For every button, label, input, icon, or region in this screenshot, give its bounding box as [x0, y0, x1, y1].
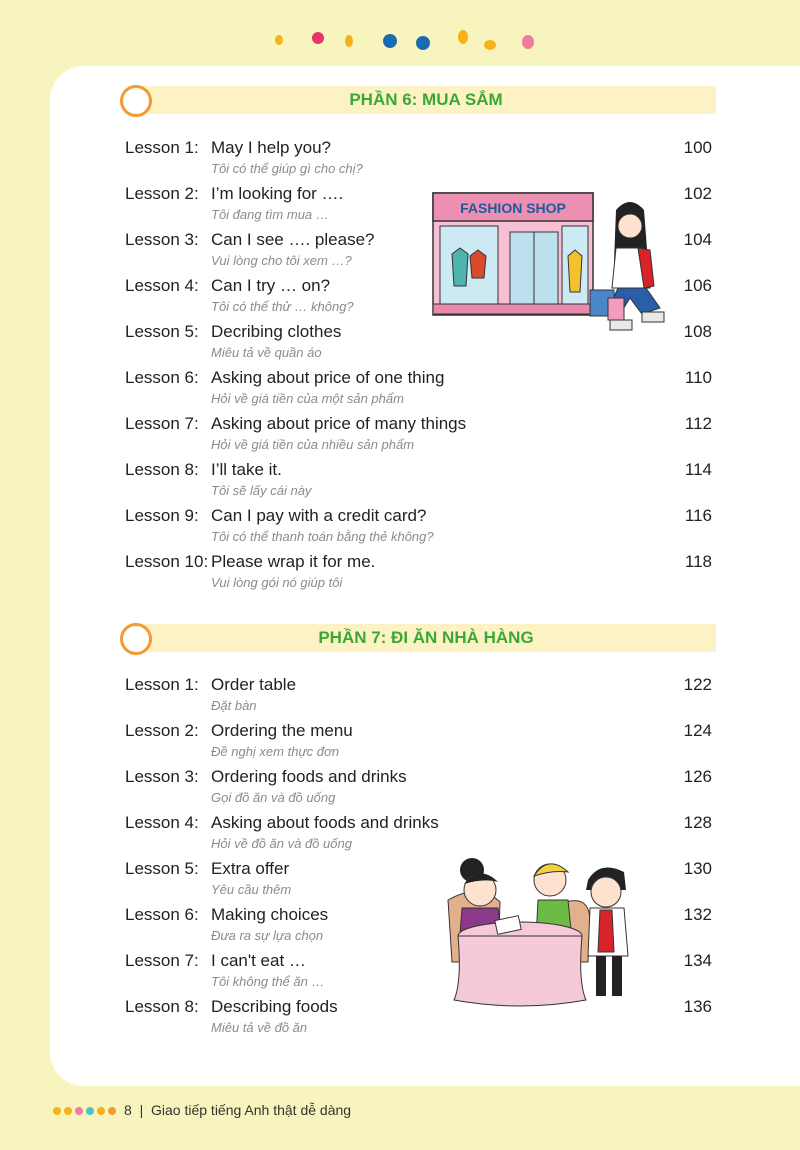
lesson-title: Order table — [211, 675, 297, 694]
lesson-translation: Hỏi về đồ ăn và đồ uống — [211, 836, 352, 851]
lesson-number: Lesson 6: — [125, 905, 199, 924]
section-title: PHẦN 6: MUA SẮM — [349, 90, 503, 109]
fashion-shop-illustration — [430, 190, 670, 342]
lesson-page: 118 — [684, 552, 712, 571]
lesson-page: 130 — [683, 859, 712, 878]
lesson-page: 102 — [683, 184, 712, 203]
lesson-number: Lesson 7: — [125, 951, 199, 970]
lesson-number: Lesson 8: — [125, 997, 199, 1016]
lesson-item[interactable] — [0, 996, 800, 1042]
lesson-number: Lesson 5: — [125, 859, 199, 878]
footer-dots-icon — [52, 1105, 122, 1117]
restaurant-illustration — [440, 852, 650, 1012]
lesson-number: Lesson 2: — [125, 721, 199, 740]
lesson-translation: Đề nghị xem thực đơn — [211, 744, 340, 759]
lesson-translation: Tôi có thể thanh toán bằng thẻ không? — [211, 529, 434, 544]
lesson-title: Making choices — [211, 905, 329, 924]
lesson-item[interactable] — [0, 720, 800, 766]
lesson-page: 116 — [684, 506, 712, 525]
lesson-item[interactable] — [0, 137, 800, 183]
lesson-translation: Hỏi về giá tiền của một sản phẩm — [211, 391, 404, 406]
lesson-title: Ordering foods and drinks — [211, 767, 407, 786]
section-header-6 — [120, 85, 716, 115]
lesson-translation: Vui lòng gói nó giúp tôi — [211, 575, 343, 590]
lesson-item[interactable] — [0, 413, 800, 459]
lesson-page: 106 — [683, 276, 712, 295]
lesson-item[interactable] — [0, 904, 800, 950]
lesson-title: Asking about price of many things — [211, 414, 467, 433]
lesson-page: 128 — [683, 813, 712, 832]
lesson-translation: Miêu tả về đồ ăn — [211, 1020, 308, 1035]
lesson-title: I’m looking for …. — [211, 184, 344, 203]
lesson-title: I can't eat … — [211, 951, 306, 970]
shop-sign-text: FASHION SHOP — [460, 200, 566, 216]
section-header-7 — [120, 623, 716, 653]
lesson-number: Lesson 2: — [125, 184, 199, 203]
lesson-title: Can I see …. please? — [211, 230, 375, 249]
section-title: PHẦN 7: ĐI ĂN NHÀ HÀNG — [318, 628, 534, 647]
lesson-title: Asking about price of one thing — [211, 368, 445, 387]
lesson-page: 134 — [683, 951, 712, 970]
lesson-translation: Vui lòng cho tôi xem …? — [211, 253, 352, 268]
lesson-page: 136 — [683, 997, 712, 1016]
lesson-number: Lesson 3: — [125, 767, 199, 786]
lesson-page: 110 — [684, 368, 712, 387]
lesson-translation: Tôi đang tìm mua … — [211, 207, 329, 222]
lesson-item[interactable] — [0, 674, 800, 720]
lesson-title: Ordering the menu — [211, 721, 353, 740]
lesson-number: Lesson 9: — [125, 506, 199, 525]
lesson-number: Lesson 3: — [125, 230, 199, 249]
footer-book-title: Giao tiếp tiếng Anh thật dễ dàng — [151, 1102, 352, 1118]
lesson-translation: Yêu cầu thêm — [211, 882, 292, 897]
lesson-page: 124 — [683, 721, 712, 740]
lesson-number: Lesson 4: — [125, 276, 199, 295]
lesson-number: Lesson 1: — [125, 138, 199, 157]
lesson-item[interactable] — [0, 459, 800, 505]
lesson-title: Can I pay with a credit card? — [211, 506, 427, 525]
lesson-number: Lesson 4: — [125, 813, 199, 832]
lesson-title: Asking about foods and drinks — [211, 813, 439, 832]
lesson-translation: Miêu tả về quần áo — [211, 345, 322, 360]
lesson-page: 114 — [684, 460, 712, 479]
footer-separator: | — [139, 1102, 144, 1118]
lesson-translation: Đưa ra sự lựa chọn — [211, 928, 324, 943]
lesson-item[interactable] — [0, 766, 800, 812]
lesson-item[interactable] — [0, 812, 800, 858]
lesson-page: 122 — [683, 675, 712, 694]
lesson-page: 100 — [683, 138, 712, 157]
lesson-title: Describing foods — [211, 997, 338, 1016]
lesson-page: 132 — [683, 905, 712, 924]
lesson-title: Please wrap it for me. — [211, 552, 376, 571]
footer-page-number: 8 — [124, 1102, 132, 1118]
lesson-item[interactable] — [0, 950, 800, 996]
lesson-title: May I help you? — [211, 138, 332, 157]
decorative-dots — [0, 0, 800, 60]
lesson-item[interactable] — [0, 551, 800, 597]
lesson-item[interactable] — [0, 367, 800, 413]
lesson-translation: Tôi có thể giúp gì cho chị? — [211, 161, 363, 176]
lesson-item[interactable] — [0, 275, 800, 321]
lesson-page: 126 — [683, 767, 712, 786]
footer-text — [124, 1102, 351, 1118]
lesson-number: Lesson 6: — [125, 368, 199, 387]
lesson-translation: Hỏi về giá tiền của nhiều sản phẩm — [211, 437, 415, 452]
lesson-number: Lesson 5: — [125, 322, 199, 341]
lesson-number: Lesson 10: — [125, 552, 209, 571]
lesson-translation: Tôi không thể ăn … — [211, 974, 325, 989]
lesson-translation: Gọi đồ ăn và đồ uống — [211, 790, 336, 805]
lesson-item[interactable] — [0, 183, 800, 229]
lesson-page: 112 — [684, 414, 712, 433]
lesson-list-6 — [0, 137, 800, 597]
lesson-page: 108 — [683, 322, 712, 341]
lesson-translation: Tôi sẽ lấy cái này — [211, 483, 312, 498]
lesson-number: Lesson 1: — [125, 675, 199, 694]
lesson-item[interactable] — [0, 505, 800, 551]
lesson-translation: Tôi có thể thử … không? — [211, 299, 354, 314]
lesson-title: I’ll take it. — [211, 460, 282, 479]
lesson-item[interactable] — [0, 229, 800, 275]
lesson-title: Decribing clothes — [211, 322, 342, 341]
lesson-translation: Đặt bàn — [211, 698, 257, 713]
lesson-title: Extra offer — [211, 859, 290, 878]
lesson-item[interactable] — [0, 321, 800, 367]
lesson-item[interactable] — [0, 858, 800, 904]
lesson-page: 104 — [683, 230, 712, 249]
lesson-number: Lesson 8: — [125, 460, 199, 479]
lesson-number: Lesson 7: — [125, 414, 199, 433]
lesson-list-7 — [0, 674, 800, 1042]
lesson-title: Can I try … on? — [211, 276, 331, 295]
